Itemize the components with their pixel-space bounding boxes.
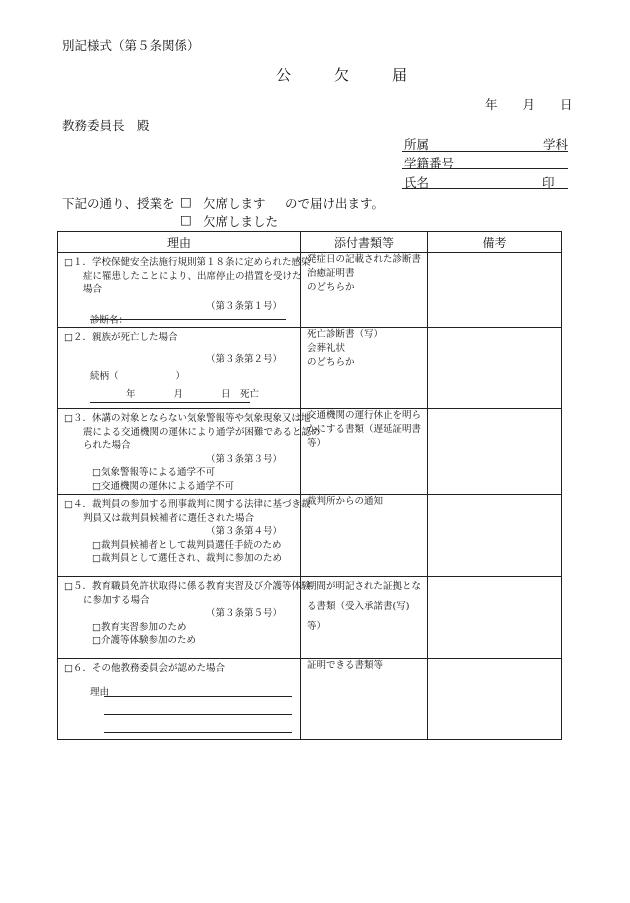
table-row <box>58 328 562 409</box>
document-item: 期間が明記された証拠とな <box>307 581 422 592</box>
sub-option[interactable]: □教育実習参加のため <box>92 621 187 633</box>
reason-line: 場合 <box>64 284 103 295</box>
documents-cell <box>301 577 428 659</box>
addressee: 教務委員長 殿 <box>62 118 150 133</box>
table-row <box>58 659 562 740</box>
remarks-cell[interactable] <box>428 577 562 659</box>
date-field[interactable]: 年 月 日 <box>485 97 573 112</box>
reason-table <box>57 231 562 740</box>
death-date-line[interactable]: 年 月 日 死亡 <box>126 389 260 400</box>
document-item: 死亡診断書（写） <box>307 329 384 340</box>
checkbox-will-absent[interactable]: □ <box>180 194 192 209</box>
remarks-cell[interactable] <box>428 409 562 495</box>
reason-input-line[interactable] <box>104 714 292 715</box>
reason-line[interactable]: □３．休講の対象とならない気象警報等や気象現象又は地 <box>64 413 311 424</box>
reason-line[interactable]: □５．教育職員免許状取得に係る教育実習及び介護等体験 <box>64 581 311 592</box>
reason-line[interactable]: □１．学校保健安全法施行規則第１８条に定められた感染 <box>64 257 311 268</box>
documents-cell <box>301 328 428 409</box>
document-item: 交通機関の運行休止を明ら <box>307 410 422 421</box>
death-date-underline <box>90 402 250 403</box>
reason-line: に参加する場合 <box>64 594 150 606</box>
remarks-cell[interactable] <box>428 495 562 577</box>
document-item: のどちらか <box>307 357 355 368</box>
reason-line[interactable]: □４．裁判員の参加する刑事裁判に関する法律に基づき裁 <box>64 499 311 510</box>
article-ref: （第３条第１号） <box>205 300 282 312</box>
reason-cell <box>58 577 311 659</box>
document-item: 発症日の記載された診断書 <box>307 254 422 265</box>
table-header-row <box>58 232 562 253</box>
table-row <box>58 409 562 495</box>
document-item: 等） <box>307 438 327 449</box>
option-will-absent: 欠席します <box>203 196 266 211</box>
remarks-cell[interactable] <box>428 253 562 328</box>
article-ref: （第３条第３号） <box>205 453 282 465</box>
sub-option[interactable]: □裁判員候補者として裁判員選任手続のため <box>92 539 282 551</box>
reason-cell <box>58 328 301 409</box>
relation-field[interactable]: 続柄（ ） <box>90 371 186 382</box>
reason-input-line[interactable] <box>104 732 292 733</box>
affiliation-label: 所属 <box>404 137 430 152</box>
header-remarks: 備考 <box>428 232 562 253</box>
request-suffix: ので届け出ます。 <box>285 196 385 211</box>
header-reason: 理由 <box>58 232 301 253</box>
student-id-input-line[interactable] <box>402 168 568 169</box>
reason-cell <box>58 495 311 577</box>
page-title: 公 欠 届 <box>276 66 422 84</box>
documents-cell <box>301 495 428 577</box>
document-item: 証明できる書類等 <box>307 660 384 671</box>
sub-option[interactable]: □交通機関の運休による通学不可 <box>92 480 234 492</box>
sub-option[interactable]: □裁判員として選任され、裁判に参加のため <box>92 553 283 564</box>
sub-option[interactable]: □介護等体験参加のため <box>92 635 196 646</box>
header-documents: 添付書類等 <box>301 232 428 253</box>
name-label: 氏名 <box>404 175 430 190</box>
table-row <box>58 577 562 659</box>
reason-input-line[interactable] <box>104 696 292 697</box>
document-item: 会葬礼状 <box>307 343 346 354</box>
reason-label: 理由 <box>90 686 110 698</box>
reason-line: 判員又は裁判員候補者に選任された場合 <box>64 512 255 524</box>
reason-cell <box>58 659 301 740</box>
document-item: 治癒証明書 <box>307 268 355 279</box>
table-row <box>58 495 562 577</box>
table-row <box>58 253 562 328</box>
reason-line[interactable]: □２．親族が死亡した場合 <box>64 332 178 343</box>
student-id-label: 学籍番号 <box>404 156 455 171</box>
remarks-cell[interactable] <box>428 328 562 409</box>
affiliation-input-line[interactable] <box>402 151 568 152</box>
checkbox-was-absent[interactable]: □ <box>180 212 192 227</box>
document-item: る書類（受入承諾書(写)等） <box>307 601 410 632</box>
form-label: 別記様式（第５条関係） <box>62 38 200 53</box>
department-suffix: 学科 <box>543 137 569 152</box>
documents-cell <box>301 253 428 328</box>
reason-line: 震による交通機関の運休により通学が困難であると認め <box>64 426 321 438</box>
article-ref: （第３条第４号） <box>205 526 282 537</box>
reason-line: 症に罹患したことにより、出席停止の措置を受けた <box>64 270 302 282</box>
reason-line[interactable]: □６．その他教務委員会が認めた場合 <box>64 663 225 674</box>
remarks-cell[interactable] <box>428 659 562 740</box>
reason-line: られた場合 <box>64 440 131 451</box>
reason-cell <box>58 253 311 328</box>
diagnosis-label: 診断名： <box>90 315 129 326</box>
name-input-line[interactable] <box>402 188 568 189</box>
option-was-absent: 欠席しました <box>203 214 279 229</box>
diagnosis-input-line[interactable] <box>90 319 286 320</box>
reason-cell <box>58 409 321 495</box>
documents-cell <box>301 659 428 740</box>
article-ref: （第３条第５号） <box>205 608 282 619</box>
document-item: 裁判所からの通知 <box>307 496 384 507</box>
document-item: のどちらか <box>307 282 355 293</box>
sub-option[interactable]: □気象警報等による通学不可 <box>92 467 215 478</box>
article-ref: （第３条第２号） <box>205 353 282 365</box>
documents-cell <box>301 409 428 495</box>
seal-label: 印 <box>542 175 555 190</box>
request-prefix: 下記の通り、授業を <box>62 196 175 211</box>
document-item: かにする書類（遅延証明書 <box>307 424 422 435</box>
